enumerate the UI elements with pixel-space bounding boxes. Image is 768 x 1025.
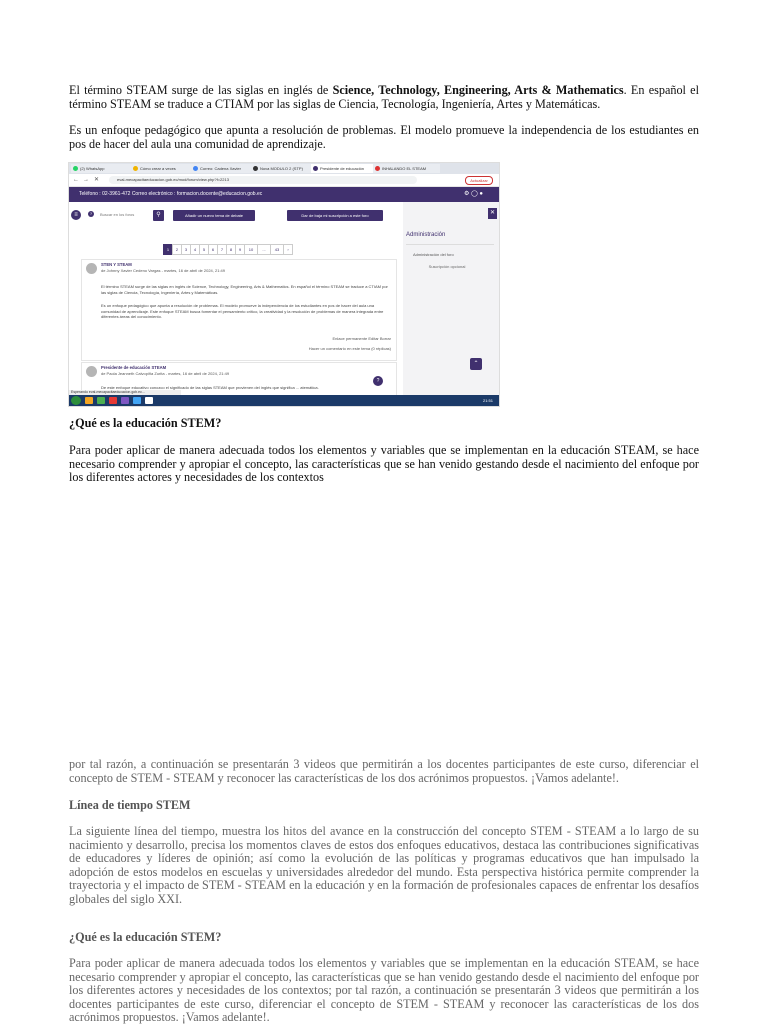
browser-tab — [251, 164, 318, 173]
page-link: 10 — [244, 244, 258, 255]
reload-icon: ✕ — [94, 177, 100, 183]
section-paragraph: Para poder aplicar de manera adecuada todos los elementos y variables que se implementan en la educación STEAM, se hace necesario comprender y apropiar el concepto, las características que se han venido gestando desde el nacimiento del enfoque por los diferentes actores y necesidades de los contextos; por tal razón, a continuación se presentarán 3 videos que permitirán a los docentes participantes de este curso, diferenciar el concepto de STEM - STEAM y reconocer las características de los dos acrónimos propuestos. ¡Vamos adelante!. — [69, 956, 699, 1025]
post-reply: Hacer un comentario en este tema (0 réplicas) — [308, 346, 391, 351]
intro-text-1a: El término STEAM surge de las siglas en inglés de — [69, 83, 333, 97]
section-heading: ¿Qué es la educación STEM? — [69, 416, 222, 430]
post-title: STEN Y STEAM — [101, 262, 132, 267]
browser-tab — [131, 164, 198, 173]
post-body: Es un enfoque pedagógico que apunta a resolución de problemas. El modelo promueve la independencia de los estudiantes en pos de hacer del aula una comunidad de aprendizaje. Este enfoque STEAM busca fomentar el pensamiento crítico, la creatividad y la resolución de problemas de manera integrada entre diferentes áreas del conocimiento. — [101, 303, 384, 319]
help-bubble-icon: ? — [373, 376, 383, 386]
help-icon: ? — [89, 211, 93, 216]
forum-content — [69, 202, 403, 395]
tab-label: Nova MODULO 2 (STP) — [260, 166, 303, 171]
tab-label: Presidente de educación — [320, 166, 365, 171]
scroll-up-icon: ⌃ — [470, 358, 482, 370]
page-link: 3 — [181, 244, 191, 255]
page-link: ... — [257, 244, 271, 255]
forum-search-input: Buscar en los foros — [97, 210, 146, 220]
header-icons: ⚙ ◯ ● — [463, 191, 483, 197]
contact-info: Teléfono : 02-3961-472 Correo electrónico : formacion.docente@educacion.gob.ec — [79, 191, 263, 197]
update-button: Actualizar — [465, 176, 493, 185]
sidebar-item-subscription: Suscripción opcional — [428, 264, 466, 269]
tab-icon — [375, 166, 380, 171]
page-link: 4 — [190, 244, 200, 255]
taskbar-icon — [97, 397, 105, 404]
close-icon: ✕ — [488, 208, 497, 219]
unsubscribe-button: Dar de baja mi suscripción a este foro — [287, 210, 383, 221]
site-header-bar — [69, 187, 499, 202]
section-paragraph: por tal razón, a continuación se presentarán 3 videos que permitirán a los docentes participantes de este curso, diferenciar el concepto de STEM - STEAM y reconocer las características de los dos acrónimos propuestos. ¡Vamos adelante!. — [69, 757, 699, 785]
taskbar-icon — [133, 397, 141, 404]
browser-tab-active — [311, 164, 380, 173]
page-link: 7 — [217, 244, 227, 255]
browser-status-text: Esperando eval-mecapacitaeducacion.gob.ec... — [69, 390, 181, 395]
tab-label: INHALANDO EL STEAM — [382, 166, 427, 171]
post-body: De este enfoque educativo conozco el significado de las siglas STEAM que provienen del inglés que significa ... atemática. — [101, 385, 319, 390]
add-topic-button: Añadir un nuevo tema de debate — [173, 210, 255, 221]
section-paragraph: Para poder aplicar de manera adecuada todos los elementos y variables que se implementan en la educación STEAM, se hace necesario comprender y apropiar el concepto, las características que se han venido gestando desde el nacimiento del enfoque por los diferentes actores y necesidades de los contextos — [69, 443, 699, 485]
tab-label: (2) WhatsApp — [80, 166, 105, 171]
section-paragraph: La siguiente línea del tiempo, muestra los hitos del avance en la construcción del concepto STEM - STEAM a lo largo de su nacimiento y desarrollo, precisa los momentos claves de estos dos enfoques educativos, destaca las contribuciones significativas de educadores y líderes de opinión; así como la evolución de las políticas y programas educativos que han impulsado la adopción de estos modelos en escuelas y universidades alrededor del mundo. Esta perspectiva histórica permite comprender la trayectoria y el impacto de STEM - STEAM en la educación y en la formación de profesionales capaces de enfrentar los desafíos globales del siglo XXI. — [69, 824, 699, 906]
search-icon: ⚲ — [153, 210, 164, 221]
browser-tab — [191, 164, 258, 173]
page-link: 43 — [270, 244, 284, 255]
url-field: eval-mecapacitaeducacion.gob.ec/mod/forum/view.php?f=2213 — [109, 176, 417, 184]
browser-tab — [71, 164, 138, 173]
page-next: › — [283, 244, 293, 255]
sidebar-title: Administración — [406, 232, 446, 238]
section-heading: ¿Qué es la educación STEM? — [69, 930, 222, 944]
intro-text-1b: . En español el término STEAM se traduce a CTIAM por las siglas de Ciencia, Tecnología, Ingeniería, Artes y Matemáticas. — [69, 83, 699, 111]
tab-icon — [193, 166, 198, 171]
windows-taskbar — [69, 395, 499, 406]
taskbar-icon — [121, 397, 129, 404]
page-link: 8 — [226, 244, 236, 255]
start-icon — [71, 396, 81, 405]
taskbar-icon — [85, 397, 93, 404]
menu-icon: ≡ — [71, 210, 81, 220]
intro-paragraph-2: Es un enfoque pedagógico que apunta a resolución de problemas. El modelo promueve la independencia de los estudiantes en pos de hacer del aula una comunidad de aprendizaje. — [69, 123, 699, 151]
whatsapp-icon — [73, 166, 78, 171]
tab-icon — [253, 166, 258, 171]
forum-post-1 — [81, 259, 397, 361]
browser-tab — [373, 164, 440, 173]
taskbar-clock: 21:51 — [482, 398, 493, 403]
post-links: Enlace permanente Editar Borrar — [332, 336, 391, 341]
forum-screenshot — [68, 162, 500, 407]
tab-icon — [313, 166, 318, 171]
page-link: 1 — [163, 244, 173, 255]
browser-tab-strip — [69, 163, 499, 174]
page-link: 9 — [235, 244, 245, 255]
intro-bold-steam: Science, Technology, Engineering, Arts & Mathematics — [332, 83, 624, 97]
taskbar-icon — [109, 397, 117, 404]
address-bar — [69, 174, 499, 187]
page-link: 6 — [208, 244, 218, 255]
post-meta: de Paola Jeanneth Calvopiña Zurita - martes, 16 de abril de 2024, 21:49 — [101, 371, 230, 376]
tab-label: Correo: Cadena Xavier — [200, 166, 241, 171]
tab-label: Cómo crear a veces — [140, 166, 176, 171]
back-arrow-icon: ← — [73, 177, 79, 183]
divider — [406, 244, 494, 245]
sidebar-item-admin-forum: Administración del foro — [413, 252, 454, 257]
post-body: El término STEAM surge de las siglas en inglés de Science, Technology, Engineering, Arts & Mathematics. En español el término STEAM se traduce a CTIAM por las siglas de Ciencia, Tecnología, Ingeniería, Artes y Matemáticas. — [101, 284, 388, 295]
page-link: 5 — [199, 244, 209, 255]
avatar — [86, 263, 97, 274]
post-meta: de Johnny Xavier Cedeno Vargas - martes, 16 de abril de 2024, 21:49 — [101, 268, 226, 273]
taskbar-icon — [145, 397, 153, 404]
pagination — [164, 244, 293, 253]
post-title: Presidente de educación STEAM — [101, 365, 167, 370]
section-heading: Línea de tiempo STEM — [69, 798, 191, 812]
avatar — [86, 366, 97, 377]
tab-icon — [133, 166, 138, 171]
page-link: 2 — [172, 244, 182, 255]
intro-paragraph-1 — [69, 84, 699, 111]
admin-sidebar — [403, 202, 499, 395]
forward-arrow-icon: → — [83, 177, 89, 183]
